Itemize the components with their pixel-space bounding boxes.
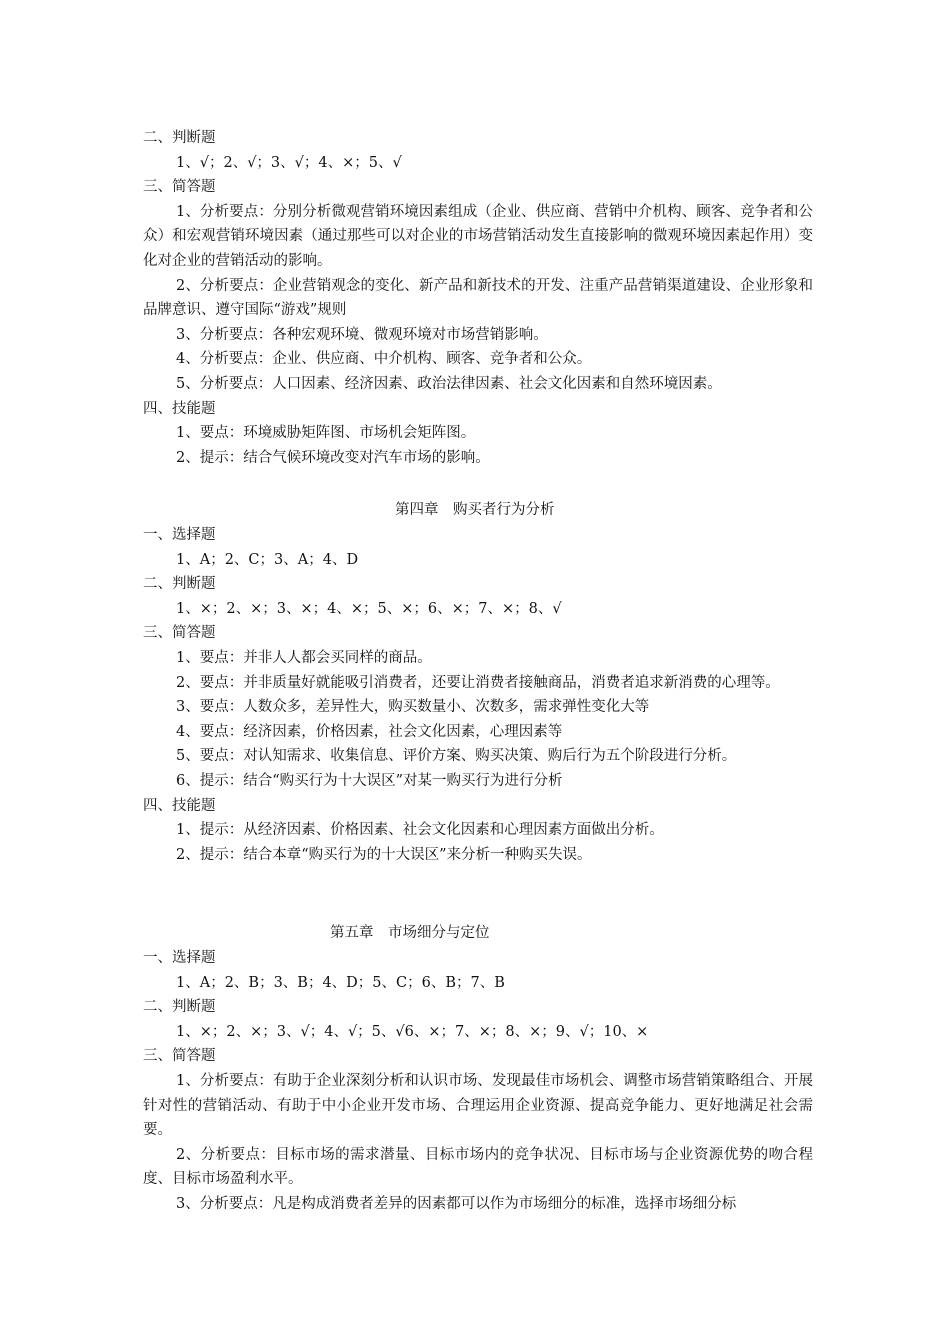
short-answer-item: 1、分析要点：分别分析微观营销环境因素组成（企业、供应商、营销中介机构、顾客、竞争者和公众）和宏观营销环境因素（通过那些可以对企业的市场营销活动发生直接影响的微观环境因素起作用）变化对企业的营销活动的影响。 xyxy=(143,203,813,269)
skill-item: 2、提示：结合气候环境改变对汽车市场的影响。 xyxy=(176,449,490,466)
judge-answers: 1、√；2、√；3、√；4、×；5、√ xyxy=(176,154,402,171)
short-answer-item: 3、分析要点：凡是构成消费者差异的因素都可以作为市场细分的标准，选择市场细分标 xyxy=(176,1195,737,1212)
chapter5-section xyxy=(143,946,813,1217)
choice-answers: 1、A；2、B；3、B；4、D；5、C；6、B；7、B xyxy=(176,974,505,991)
short-answer-heading: 三、简答题 xyxy=(143,625,216,642)
skill-item: 1、提示：从经济因素、价格因素、社会文化因素和心理因素方面做出分析。 xyxy=(176,822,664,839)
short-answer-item: 4、分析要点：企业、供应商、中介机构、顾客、竞争者和公众。 xyxy=(176,351,592,368)
short-answer-item: 2、分析要点：目标市场的需求潜量、目标市场内的竞争状况、目标市场与企业资源优势的吻合程度、目标市场盈利水平。 xyxy=(143,1146,813,1188)
skill-item: 1、要点：环境威胁矩阵图、市场机会矩阵图。 xyxy=(176,425,476,442)
short-answer-item: 6、提示：结合“购买行为十大误区”对某一购买行为进行分析 xyxy=(176,772,563,789)
skill-item: 2、提示：结合本章“购买行为的十大误区”来分析一种购买失误。 xyxy=(176,846,592,863)
short-answer-item: 5、要点：对认知需求、收集信息、评价方案、购买决策、购后行为五个阶段进行分析。 xyxy=(176,748,737,765)
judge-heading: 二、判断题 xyxy=(143,999,216,1016)
judge-answers: 1、×；2、×；3、√；4、√；5、√6、×；7、×；8、×；9、√；10、× xyxy=(176,1023,649,1040)
chapter4-section xyxy=(143,523,813,867)
choice-heading: 一、选择题 xyxy=(143,950,216,966)
choice-answers: 1、A；2、C；3、A；4、D xyxy=(176,551,359,568)
short-answer-item: 3、要点：人数众多，差异性大，购买数量小、次数多，需求弹性变化大等 xyxy=(176,699,650,716)
chapter5-title: 第五章 市场细分与定位 xyxy=(330,925,490,941)
short-answer-item: 5、分析要点：人口因素、经济因素、政治法律因素、社会文化因素和自然环境因素。 xyxy=(176,375,722,392)
judge-answers: 1、×；2、×；3、×；4、×；5、×；6、×；7、×；8、√ xyxy=(176,600,562,617)
short-answer-item: 4、要点：经济因素，价格因素，社会文化因素，心理因素等 xyxy=(176,723,563,740)
short-answer-item: 1、分析要点：有助于企业深刻分析和认识市场、发现最佳市场机会、调整市场营销策略组合、开展针对性的营销活动、有助于中小企业开发市场、合理运用企业资源、提高竞争能力、更好地满足社会需要。 xyxy=(143,1072,813,1139)
short-answer-item: 3、分析要点：各种宏观环境、微观环境对市场营销影响。 xyxy=(176,326,548,343)
short-answer-heading: 三、简答题 xyxy=(143,1048,216,1065)
chapter3-section xyxy=(143,126,813,470)
skill-heading: 四、技能题 xyxy=(143,400,216,417)
short-answer-item: 2、要点：并非质量好就能吸引消费者，还要让消费者接触商品，消费者追求新消费的心理等。 xyxy=(176,674,780,691)
skill-heading: 四、技能题 xyxy=(143,797,216,814)
judge-heading: 二、判断题 xyxy=(143,576,216,593)
judge-heading: 二、判断题 xyxy=(143,130,216,146)
short-answer-heading: 三、简答题 xyxy=(143,179,216,196)
short-answer-item: 2、分析要点：企业营销观念的变化、新产品和新技术的开发、注重产品营销渠道建设、企业形象和品牌意识、遵守国际“游戏”规则 xyxy=(143,277,813,319)
short-answer-item: 1、要点：并非人人都会买同样的商品。 xyxy=(176,649,432,666)
choice-heading: 一、选择题 xyxy=(143,527,216,543)
chapter4-title: 第四章 购买者行为分析 xyxy=(395,502,555,518)
